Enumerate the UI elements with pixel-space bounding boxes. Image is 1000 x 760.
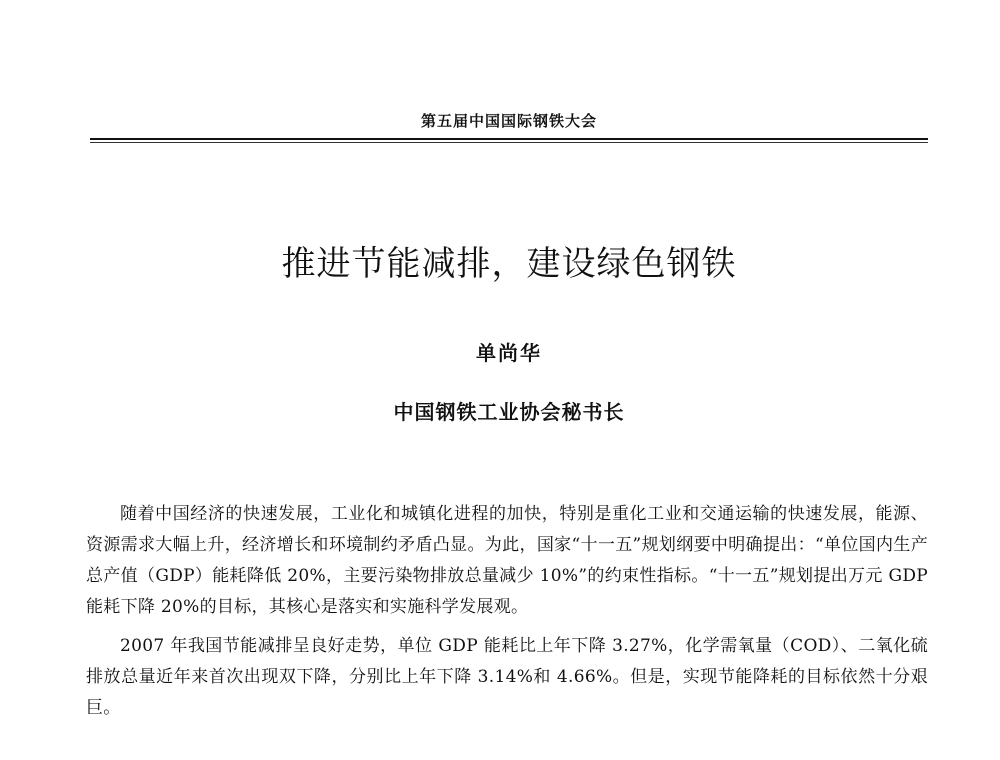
author-affiliation: 中国钢铁工业协会秘书长 (393, 400, 625, 424)
header-rule-thin (90, 142, 928, 143)
body-paragraph-1: 随着中国经济的快速发展，工业化和城镇化进程的加快，特别是重化工业和交通运输的快速发展，能源、资源需求大幅上升，经济增长和环境制约矛盾凸显。为此，国家“十一五”规划纲要中明确提出：“单位国内生产总产值（GDP）能耗降低 20%，主要污染物排放总量减少 10%”的约束性指标。“十一五”规划提出万元 GDP 能耗下降 20%的目标，其核心是落实和实施科学发展观。 (86, 504, 928, 617)
article-body (86, 499, 928, 732)
article-title: 推进节能减排，建设绿色钢铁 (281, 244, 737, 284)
header-rule (90, 138, 928, 140)
running-header: 第五届中国国际钢铁大会 (420, 112, 597, 130)
author-name: 单尚华 (476, 341, 542, 365)
body-paragraph-2: 2007 年我国节能减排呈良好走势，单位 GDP 能耗比上年下降 3.27%，化学需氧量（COD）、二氧化硫排放总量近年来首次出现双下降，分别比上年下降 3.14%和 4.66%。但是，实现节能降耗的目标依然十分艰巨。 (86, 636, 928, 718)
